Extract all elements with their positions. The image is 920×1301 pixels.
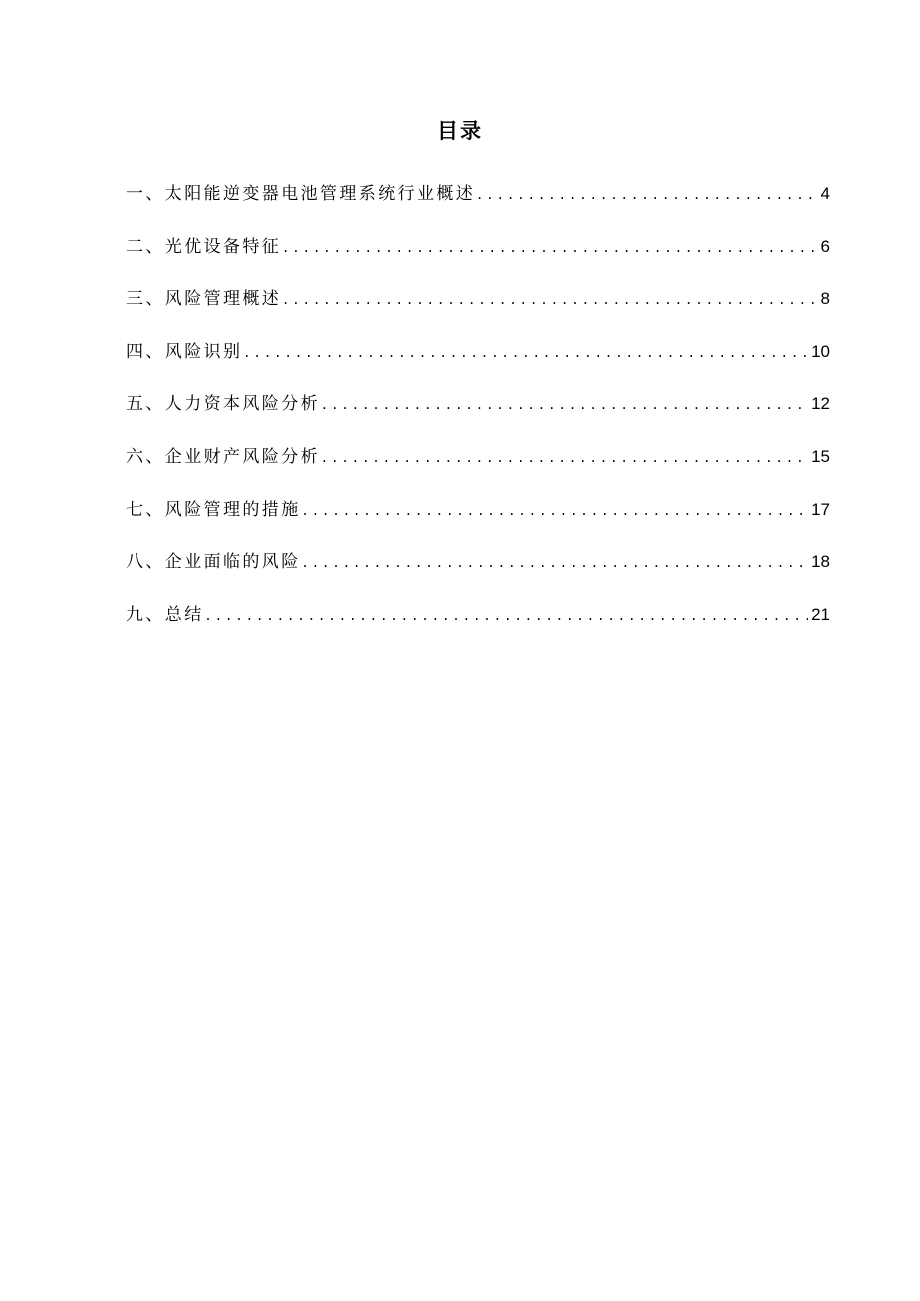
toc-entry-text: 二、光优设备特征 (126, 236, 282, 257)
table-of-contents (126, 179, 830, 652)
toc-page-number: 17 (811, 499, 830, 519)
toc-entry-text: 七、风险管理的措施 (126, 499, 301, 520)
toc-entry-8[interactable] (126, 547, 830, 600)
toc-page-number: 6 (820, 236, 830, 256)
toc-dot-leader (477, 179, 817, 209)
toc-dot-leader (303, 547, 808, 577)
toc-page-number: 8 (820, 289, 830, 309)
toc-dot-leader (322, 389, 808, 419)
toc-page-number: 12 (811, 394, 830, 414)
toc-page-number: 4 (820, 184, 830, 203)
toc-dot-leader (206, 600, 808, 630)
toc-dot-leader (244, 337, 808, 367)
toc-page-number: 18 (811, 552, 830, 572)
toc-entry-text: 三、风险管理概述 (126, 289, 282, 310)
toc-entry-3[interactable] (126, 284, 830, 337)
toc-page-number: 15 (811, 446, 830, 466)
toc-entry-5[interactable] (126, 389, 830, 442)
toc-entry-text: 四、风险识别 (126, 341, 243, 362)
toc-title: 目录 (437, 119, 483, 143)
toc-entry-text: 九、总结 (126, 604, 204, 625)
toc-entry-text: 六、企业财产风险分析 (126, 446, 320, 467)
toc-entry-7[interactable] (126, 495, 830, 548)
toc-dot-leader (283, 232, 817, 262)
toc-entry-text: 八、企业面临的风险 (126, 552, 301, 573)
toc-entry-9[interactable] (126, 600, 830, 653)
toc-entry-6[interactable] (126, 442, 830, 495)
toc-dot-leader (283, 284, 817, 314)
toc-page-number: 10 (811, 341, 830, 361)
toc-entry-4[interactable] (126, 337, 830, 390)
toc-entry-text: 一、太阳能逆变器电池管理系统行业概述 (126, 184, 476, 204)
toc-dot-leader (303, 495, 808, 525)
toc-entry-1[interactable] (126, 179, 830, 232)
toc-page-number: 21 (811, 604, 830, 624)
toc-dot-leader (322, 442, 808, 472)
toc-entry-2[interactable] (126, 232, 830, 285)
toc-entry-text: 五、人力资本风险分析 (126, 394, 320, 415)
